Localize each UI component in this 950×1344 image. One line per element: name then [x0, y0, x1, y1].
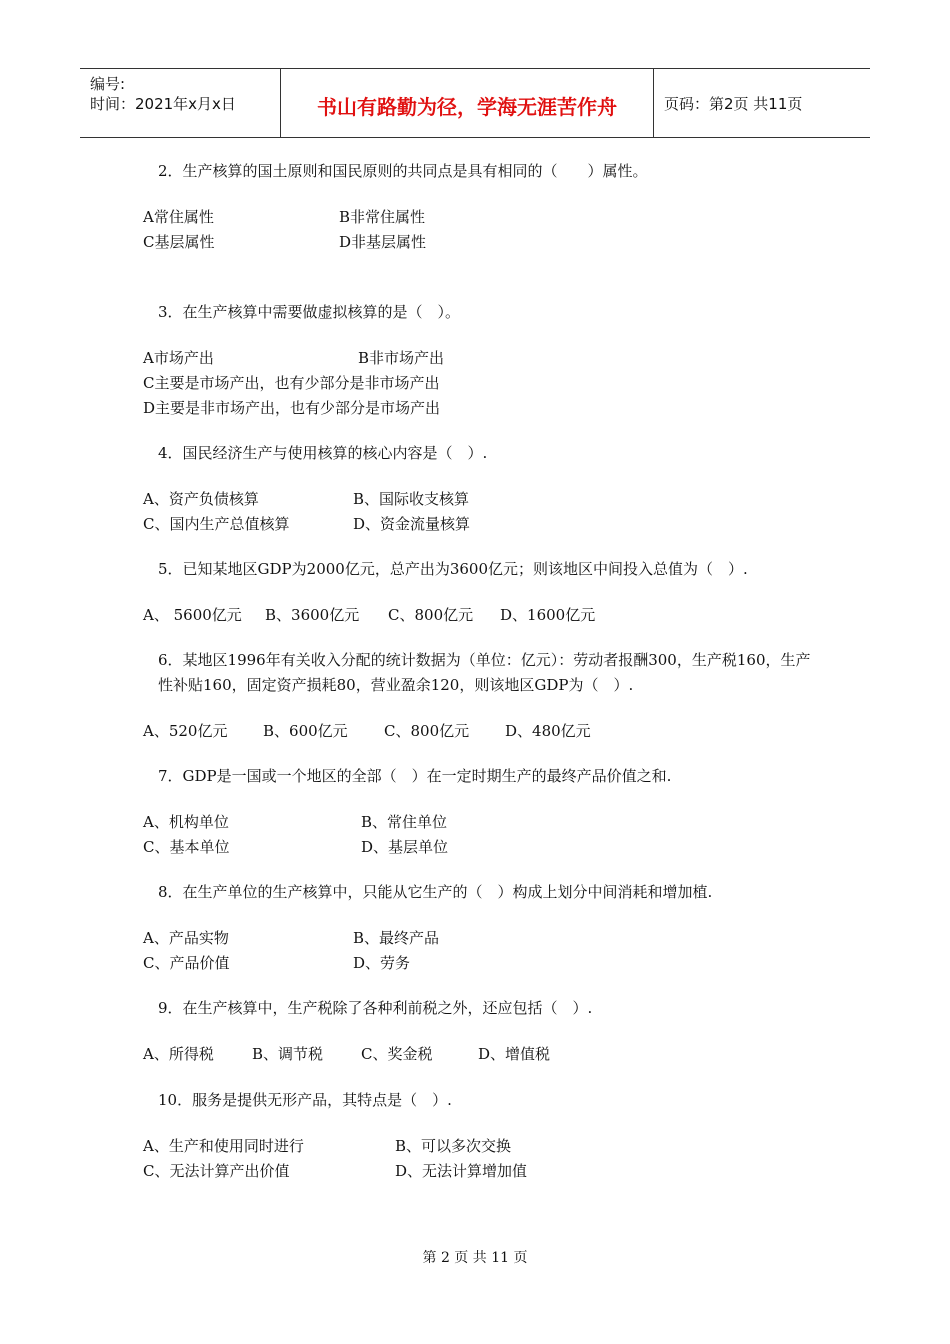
question-6-stem: 6．某地区1996年有关收入分配的统计数据为（单位：亿元）：劳动者报酬300，生产税160，生产性补贴160，固定资产损耗80，营业盈余120，则该地区GDP为（ ）. [158, 651, 811, 694]
question-5-option-b: B、3600亿元 [265, 606, 360, 624]
question-5-stem: 5．已知某地区GDP为2000亿元，总产出为3600亿元；则该地区中间投入总值为（ ）. [158, 560, 748, 578]
question-8-option-c: C、产品价值 [143, 954, 230, 972]
question-7-option-b: B、常住单位 [361, 813, 448, 831]
page-footer: 第 2 页 共 11 页 [422, 1250, 528, 1266]
header-meta [80, 69, 281, 137]
question-4-option-a: A、资产负债核算 [143, 490, 259, 508]
question-2-option-d: D非基层属性 [339, 233, 427, 251]
header-motto-cell [281, 69, 654, 137]
question-4-stem: 4．国民经济生产与使用核算的核心内容是（ ）. [158, 444, 488, 462]
question-8-option-d: D、劳务 [353, 954, 411, 972]
question-2-option-a: A常住属性 [143, 208, 214, 226]
header-page-cell [654, 69, 870, 137]
question-4-option-d: D、资金流量核算 [353, 515, 471, 533]
question-5-option-d: D、1600亿元 [500, 606, 596, 624]
document-number-label: 编号: [90, 75, 126, 93]
question-6-option-d: D、480亿元 [505, 722, 591, 740]
question-7-option-a: A、机构单位 [143, 813, 229, 831]
question-4-option-c: C、国内生产总值核算 [143, 515, 290, 533]
question-10-option-b: B、可以多次交换 [395, 1137, 512, 1155]
question-3-option-d: D主要是非市场产出，也有少部分是市场产出 [143, 399, 441, 417]
question-7-option-d: D、基层单位 [361, 838, 449, 856]
header-motto: 书山有路勤为径，学海无涯苦作舟 [317, 95, 617, 119]
document-time-label: 时间：2021年x月x日 [90, 95, 236, 113]
question-10-option-d: D、无法计算增加值 [395, 1162, 528, 1180]
question-6-option-a: A、520亿元 [143, 722, 228, 740]
question-2-option-b: B非常住属性 [339, 208, 426, 226]
question-10-option-c: C、无法计算产出价值 [143, 1162, 290, 1180]
question-9-option-b: B、调节税 [252, 1045, 324, 1063]
header-page-info: 页码：第2页 共11页 [664, 95, 803, 113]
question-2-option-c: C基层属性 [143, 233, 215, 251]
question-10-stem: 10．服务是提供无形产品，其特点是（ ）. [158, 1091, 452, 1109]
page-header [80, 68, 870, 138]
question-10-option-a: A、生产和使用同时进行 [143, 1137, 304, 1155]
question-2-stem: 2．生产核算的国土原则和国民原则的共同点是具有相同的（ ）属性。 [158, 162, 648, 180]
question-4-option-b: B、国际收支核算 [353, 490, 470, 508]
question-9-option-a: A、所得税 [143, 1045, 214, 1063]
question-8-stem: 8．在生产单位的生产核算中，只能从它生产的（ ）构成上划分中间消耗和增加植. [158, 883, 713, 901]
question-3-option-c: C主要是市场产出，也有少部分是非市场产出 [143, 374, 440, 392]
question-9-stem: 9．在生产核算中，生产税除了各种利前税之外，还应包括（ ）. [158, 999, 593, 1017]
question-7-stem: 7．GDP是一国或一个地区的全部（ ）在一定时期生产的最终产品价值之和. [158, 767, 672, 785]
question-3-option-b: B非市场产出 [358, 349, 445, 367]
question-8-option-b: B、最终产品 [353, 929, 440, 947]
question-7-option-c: C、基本单位 [143, 838, 230, 856]
question-3-option-a: A市场产出 [143, 349, 214, 367]
question-9-option-c: C、奖金税 [361, 1045, 433, 1063]
question-5-option-a: A、 5600亿元 [143, 606, 242, 624]
question-6-option-b: B、600亿元 [263, 722, 348, 740]
question-8-option-a: A、产品实物 [143, 929, 229, 947]
question-3-stem: 3．在生产核算中需要做虚拟核算的是（ ）。 [158, 303, 461, 321]
question-6-option-c: C、800亿元 [384, 722, 470, 740]
question-5-option-c: C、800亿元 [388, 606, 474, 624]
question-9-option-d: D、增值税 [478, 1045, 551, 1063]
